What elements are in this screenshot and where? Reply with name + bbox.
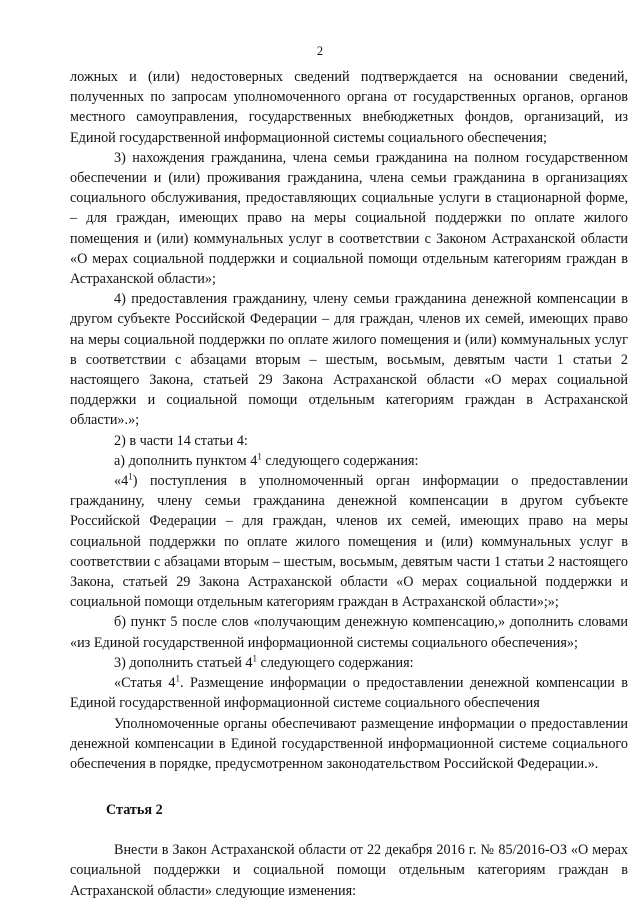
- paragraph-text: следующего содержания:: [256, 654, 414, 671]
- article-heading: Статья 2: [106, 802, 163, 819]
- superscript: 1: [252, 653, 257, 664]
- paragraph: Внести в Закон Астраханской области от 22 декабря 2016 г. № 85/2016-ОЗ «О мерах социальной поддержки и социальной помощи отдельным категориям граждан в Астраханской области» следующие изменения:: [70, 842, 628, 899]
- spacer: [70, 774, 628, 800]
- document-body: [70, 67, 628, 901]
- superscript: 1: [175, 673, 180, 684]
- paragraph: б) пункт 5 после слов «получающим денежную компенсацию,» дополнить словами «из Единой государственной информационной системы социального обеспечения»;: [70, 614, 628, 651]
- paragraph-text: 3) дополнить статьей 4: [114, 654, 253, 671]
- paragraph: 2) в части 14 статьи 4:: [114, 432, 248, 449]
- page-number: 2: [316, 44, 324, 58]
- paragraph: [70, 653, 628, 673]
- paragraph-text: следующего содержания:: [261, 452, 419, 469]
- superscript: 1: [257, 451, 262, 462]
- paragraph-text: «4: [114, 473, 129, 490]
- paragraph: 3) нахождения гражданина, члена семьи гражданина на полном государственном обеспечении и (или) проживания гражданина, члена семьи гражданина в организациях социального обслуживания, предоставляющих социальные услуги в стационарной форме, – для граждан, имеющих право на меры социальной поддержки по оплате жилого помещения и (или) коммунальных услуг в соответствии с Законом Астраханской области «О мерах социальной поддержки и социальной помощи отдельным категориям граждан в Астраханской области»;: [70, 149, 628, 288]
- spacer: [70, 820, 628, 840]
- paragraph-text: . Размещение информации о предоставлении денежной компенсации в Единой государственной информационной системе социального обеспечения: [70, 675, 628, 712]
- paragraph-text: «Статья 4: [114, 675, 176, 692]
- paragraph: [70, 451, 628, 471]
- paragraph: [70, 471, 628, 612]
- paragraph-text: ) поступления в уполномоченный орган информации о предоставлении гражданину, члену семьи гражданина денежной компенсации в другом субъекте Российской Федерации – для граждан, членов их семей, имеющих право на меры социальной поддержки по оплате жилого помещения и (или) коммунальных услуг в соответствии с абзацами вторым – шестым, восьмым, девятым части 1 статьи 2 настоящего Закона, статьей 29 Закона Астраханской области «О мерах социальной поддержки и социальной помощи отдельным категориям граждан в Астраханской области»;»;: [70, 473, 628, 611]
- paragraph-text: а) дополнить пунктом 4: [114, 452, 258, 469]
- paragraph: ложных и (или) недостоверных сведений подтверждается на основании сведений, полученных по запросам уполномоченного органа от государственных органов, органов местного самоуправления, государственных внебюджетных фондов, организаций, из Единой государственной информационной системы социального обеспечения;: [70, 69, 628, 146]
- paragraph: 4) предоставления гражданину, члену семьи гражданина денежной компенсации в другом субъекте Российской Федерации – для граждан, членов их семей, имеющих право на меры социальной поддержки по оплате жилого помещения и (или) коммунальных услуг в соответствии с абзацами вторым – шестым, восьмым, девятым части 1 статьи 2 настоящего Закона, статьей 29 Закона Астраханской области «О мерах социальной поддержки и социальной помощи отдельным категориям граждан в Астраханской области».»;: [70, 291, 628, 429]
- paragraph: [70, 673, 628, 713]
- paragraph: Уполномоченные органы обеспечивают размещение информации о предоставлении денежной компенсации в Единой государственной информационной системе социального обеспечения в порядке, предусмотренном законодательством Российской Федерации.».: [70, 715, 628, 772]
- superscript: 1: [128, 471, 133, 482]
